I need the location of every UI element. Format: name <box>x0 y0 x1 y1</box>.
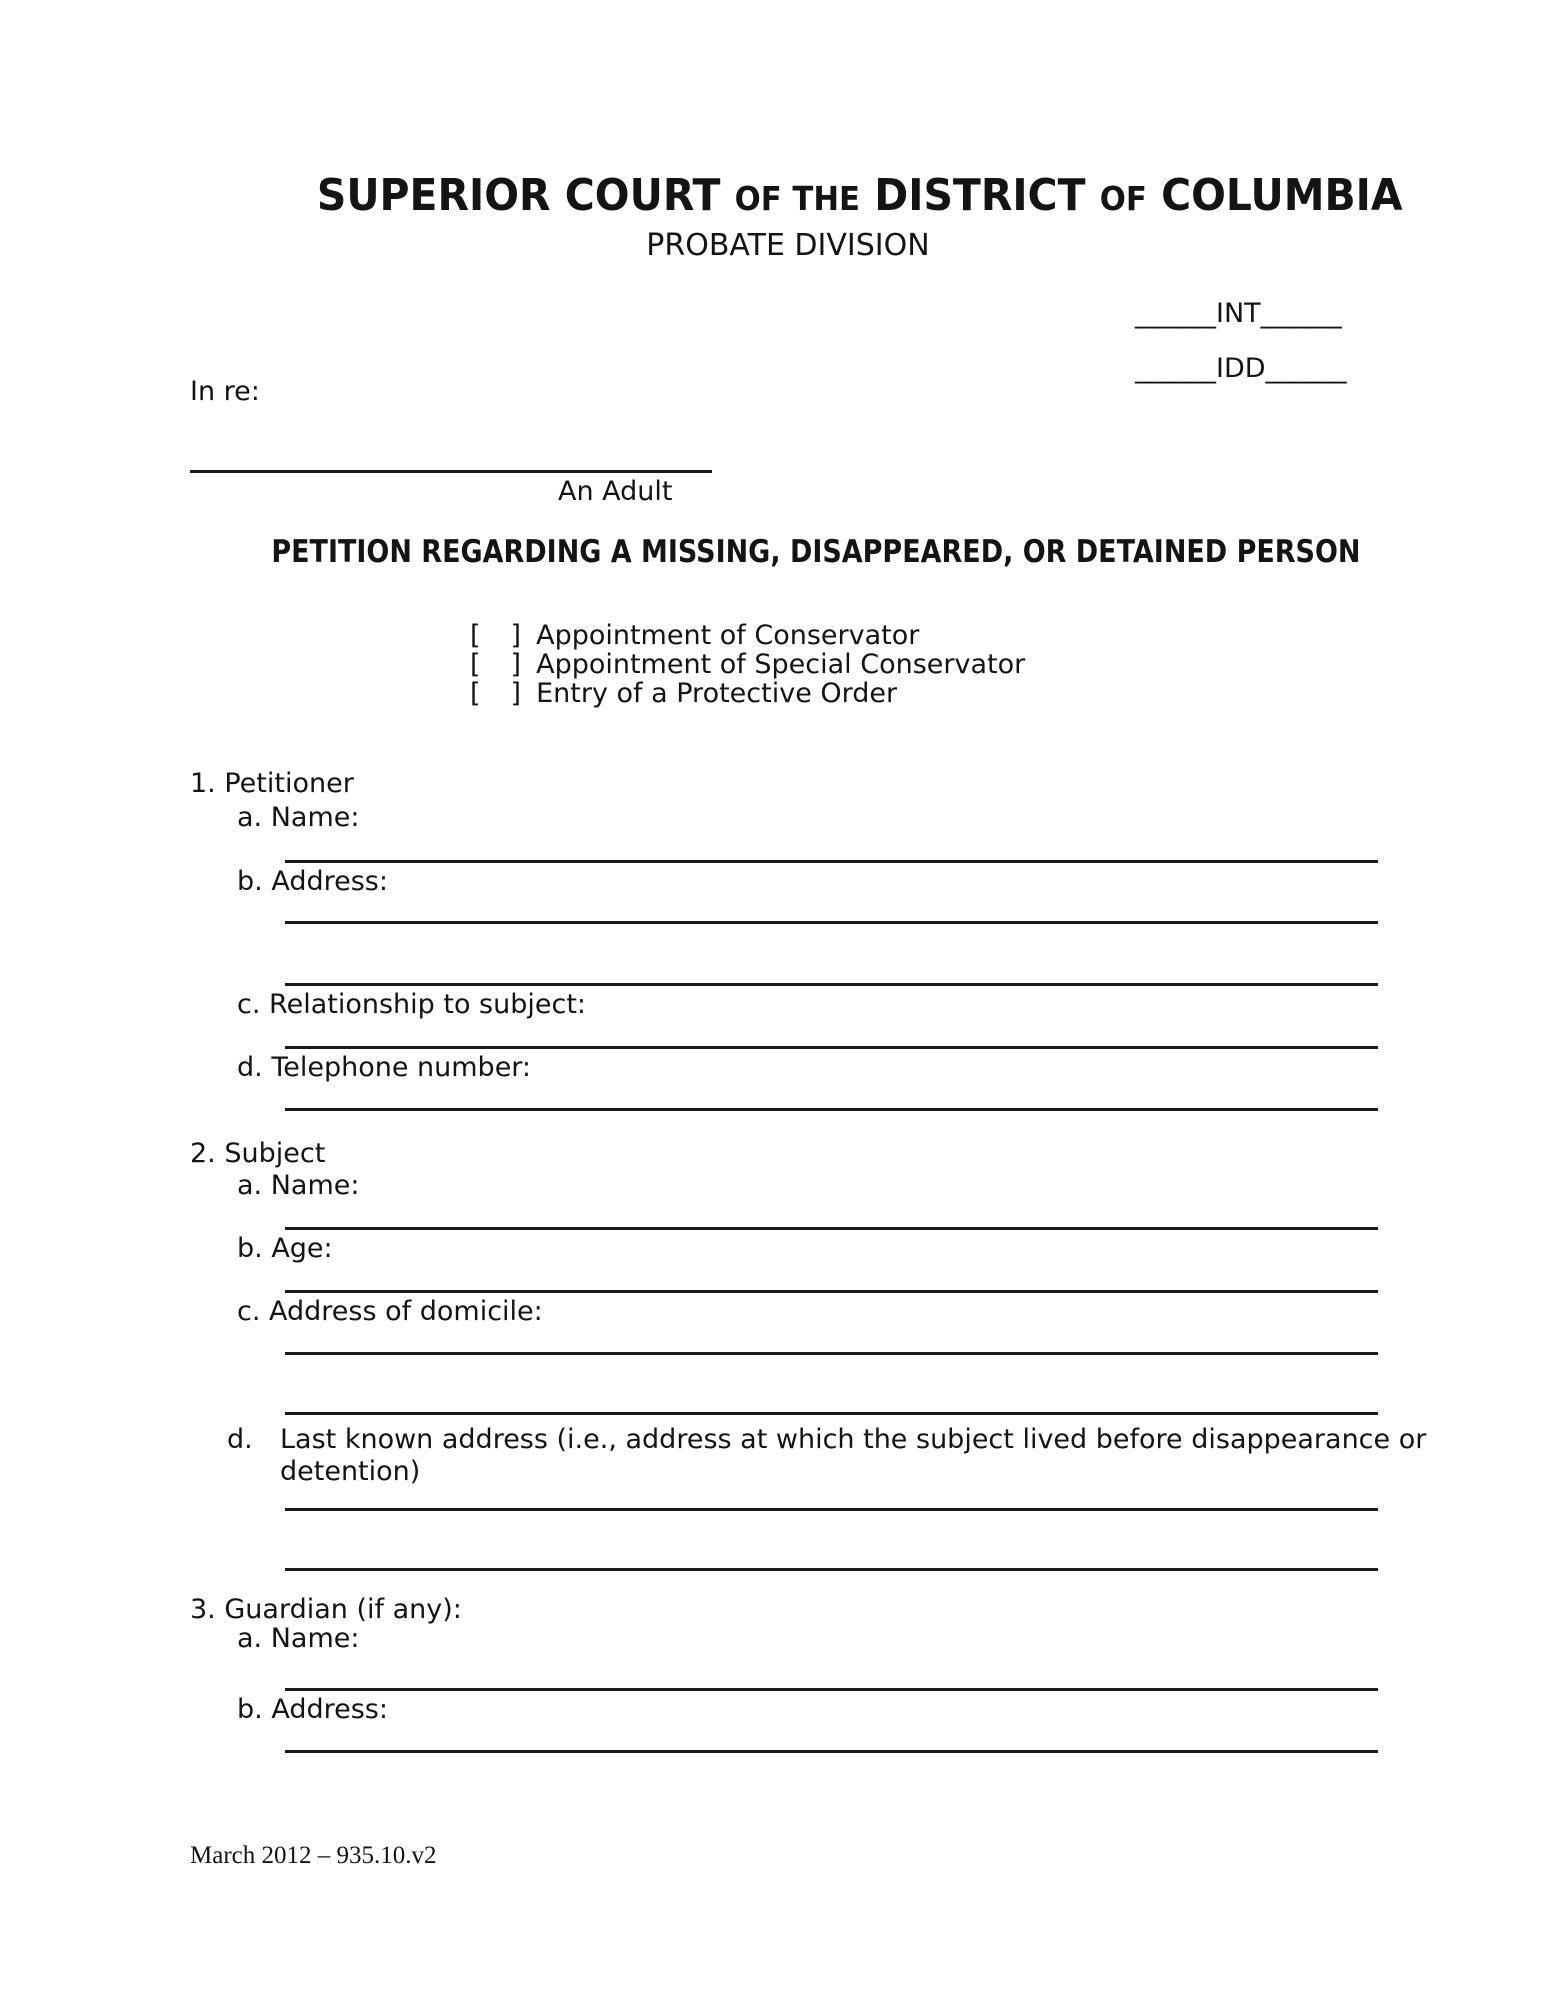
an-adult-label: An Adult <box>558 476 673 507</box>
int-blank-prefix: ______ <box>1135 298 1216 329</box>
petitioner-relationship-line[interactable] <box>285 1046 1378 1049</box>
subject-last-known-address-line-1[interactable] <box>285 1508 1378 1511</box>
checkbox-appointment-of-conservator[interactable] <box>470 620 521 651</box>
subject-name-line[interactable] <box>285 1227 1378 1230</box>
option-label: Appointment of Special Conservator <box>536 649 1026 680</box>
section-number: 1. <box>190 768 216 799</box>
case-name-blank-line[interactable] <box>190 470 712 473</box>
petition-title: PETITION REGARDING A MISSING, DISAPPEARED, OR DETAINED PERSON <box>271 534 1361 570</box>
subject-last-known-address-line-2[interactable] <box>285 1568 1378 1571</box>
idd-blank-suffix: ______ <box>1265 353 1347 384</box>
checkbox-open-bracket-icon: [ <box>470 649 481 680</box>
subject-last-known-address-label: Last known address (i.e., address at which the subject lived before disappearance or detention) <box>280 1424 1427 1487</box>
court-title-part-4: OF <box>1100 179 1148 218</box>
section-3-heading <box>190 1594 462 1626</box>
court-title-part-5: COLUMBIA <box>1161 170 1403 221</box>
subject-name-label: a. Name: <box>237 1170 360 1201</box>
guardian-address-line[interactable] <box>285 1750 1378 1753</box>
checkbox-open-bracket-icon: [ <box>470 620 481 651</box>
option-row-entry-of-protective-order <box>470 678 897 709</box>
in-re-label: In re: <box>190 376 260 407</box>
subject-domicile-line-1[interactable] <box>285 1352 1378 1355</box>
probate-division-subtitle: PROBATE DIVISION <box>646 228 930 263</box>
petitioner-address-line-2[interactable] <box>285 983 1378 986</box>
idd-case-number-blank[interactable] <box>1135 353 1347 384</box>
checkbox-close-bracket-icon: ] <box>510 678 522 709</box>
subject-last-known-address-letter: d. <box>227 1424 253 1455</box>
court-title <box>175 170 1545 221</box>
int-blank-suffix: ______ <box>1260 298 1342 329</box>
section-title: Subject <box>224 1138 326 1169</box>
checkbox-entry-of-protective-order[interactable] <box>470 678 521 709</box>
petitioner-address-label: b. Address: <box>237 866 388 897</box>
guardian-name-label: a. Name: <box>237 1623 360 1654</box>
option-label: Entry of a Protective Order <box>536 678 898 709</box>
subject-domicile-line-2[interactable] <box>285 1412 1378 1415</box>
section-title: Guardian (if any): <box>224 1594 462 1625</box>
section-2-heading <box>190 1138 325 1170</box>
option-row-appointment-of-special-conservator <box>470 649 1025 680</box>
petitioner-name-line[interactable] <box>285 860 1378 863</box>
petitioner-telephone-label: d. Telephone number: <box>237 1052 532 1083</box>
petitioner-telephone-line[interactable] <box>285 1108 1378 1111</box>
court-title-part-3: DISTRICT <box>874 170 1086 221</box>
petitioner-address-line-1[interactable] <box>285 921 1378 924</box>
idd-blank-prefix: ______ <box>1135 353 1216 384</box>
petitioner-relationship-label: c. Relationship to subject: <box>237 989 587 1020</box>
int-case-number-blank[interactable] <box>1135 298 1342 329</box>
subject-domicile-label: c. Address of domicile: <box>237 1296 543 1327</box>
int-label: INT <box>1216 298 1261 329</box>
checkbox-close-bracket-icon: ] <box>510 649 522 680</box>
section-title: Petitioner <box>224 768 354 799</box>
court-title-part-2: OF THE <box>734 179 861 218</box>
option-row-appointment-of-conservator <box>470 620 919 651</box>
petitioner-name-label: a. Name: <box>237 802 360 833</box>
idd-label: IDD <box>1216 353 1266 384</box>
form-version-footer: March 2012 – 935.10.v2 <box>190 1842 437 1869</box>
subject-age-line[interactable] <box>285 1290 1378 1293</box>
section-1-heading <box>190 768 354 800</box>
option-label: Appointment of Conservator <box>536 620 920 651</box>
section-number: 2. <box>190 1138 216 1169</box>
checkbox-open-bracket-icon: [ <box>470 678 481 709</box>
checkbox-appointment-of-special-conservator[interactable] <box>470 649 521 680</box>
checkbox-close-bracket-icon: ] <box>510 620 522 651</box>
subject-age-label: b. Age: <box>237 1233 333 1264</box>
guardian-name-line[interactable] <box>285 1688 1378 1691</box>
court-title-part-1: SUPERIOR COURT <box>317 170 721 221</box>
section-number: 3. <box>190 1594 216 1625</box>
guardian-address-label: b. Address: <box>237 1694 388 1725</box>
